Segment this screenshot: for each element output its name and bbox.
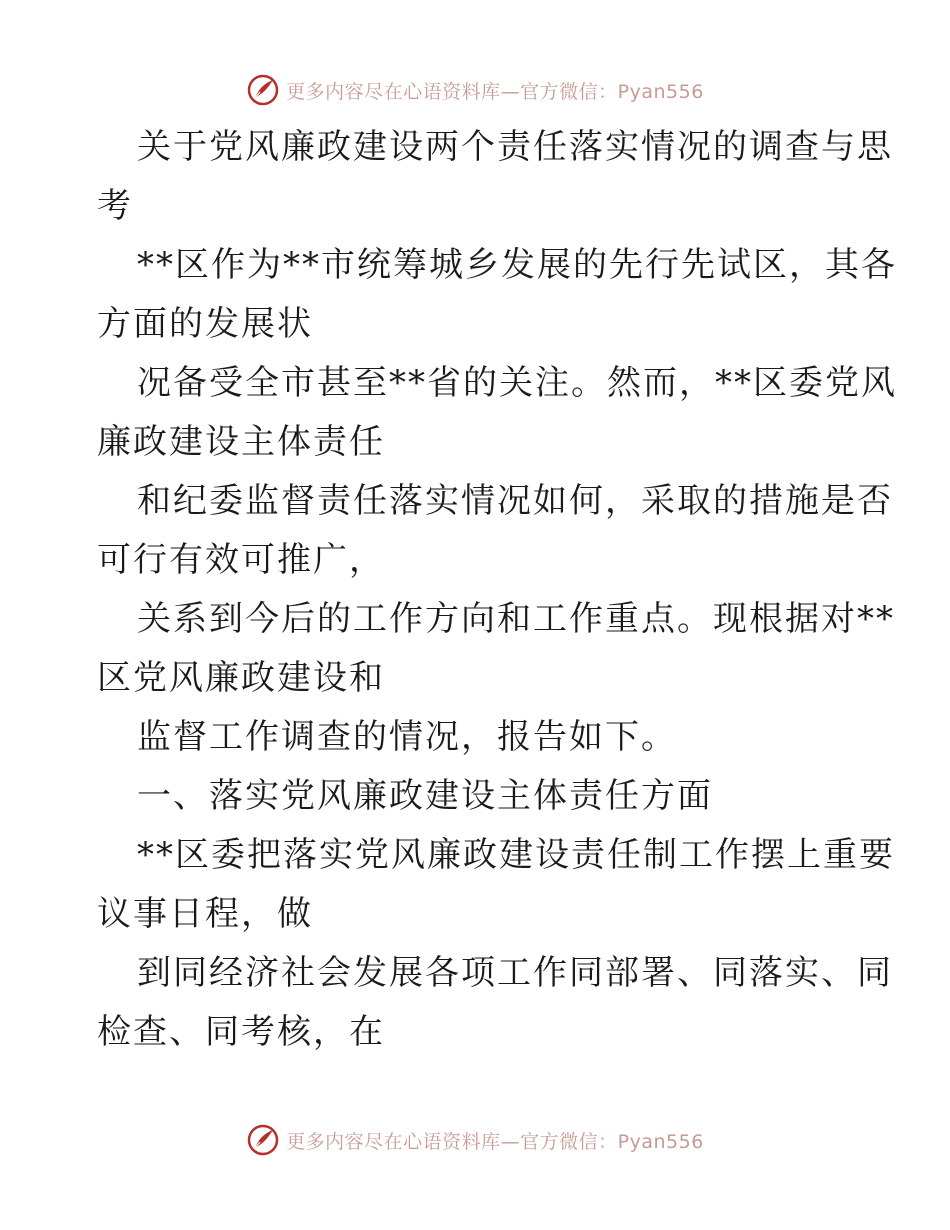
red-quill-logo-icon (246, 1123, 280, 1157)
text-line: 关系到今后的工作方向和工作重点。现根据对** (137, 599, 895, 639)
text-line: 监督工作调查的情况，报告如下。 (137, 717, 677, 757)
text-line: 况备受全市甚至**省的关注。然而，**区委党风 (137, 363, 897, 403)
text-line: 一、落实党风廉政建设主体责任方面 (137, 776, 713, 816)
text-line: 方面的发展状 (97, 304, 313, 344)
text-line: 议事日程，做 (97, 894, 313, 934)
text-line: 考 (97, 186, 133, 226)
text-line: 区党风廉政建设和 (97, 658, 385, 698)
document-body (97, 118, 897, 1062)
text-line: **区委把落实党风廉政建设责任制工作摆上重要 (137, 835, 895, 875)
text-line: 关于党风廉政建设两个责任落实情况的调查与思 (137, 127, 893, 167)
red-quill-logo-icon (246, 73, 280, 107)
text-line: 到同经济社会发展各项工作同部署、同落实、同 (137, 953, 893, 993)
text-line: 可行有效可推广， (97, 540, 385, 580)
watermark-text: 更多内容尽在心语资料库—官方微信：Pyan556 (286, 1130, 704, 1153)
watermark-text: 更多内容尽在心语资料库—官方微信：Pyan556 (286, 80, 704, 103)
text-line: 廉政建设主体责任 (97, 422, 385, 462)
text-line: 和纪委监督责任落实情况如何，采取的措施是否 (137, 481, 893, 521)
text-line: **区作为**市统筹城乡发展的先行先试区，其各 (137, 245, 897, 285)
text-line: 检查、同考核，在 (97, 1012, 385, 1052)
footer-watermark (0, 1120, 950, 1160)
header-watermark (0, 70, 950, 110)
